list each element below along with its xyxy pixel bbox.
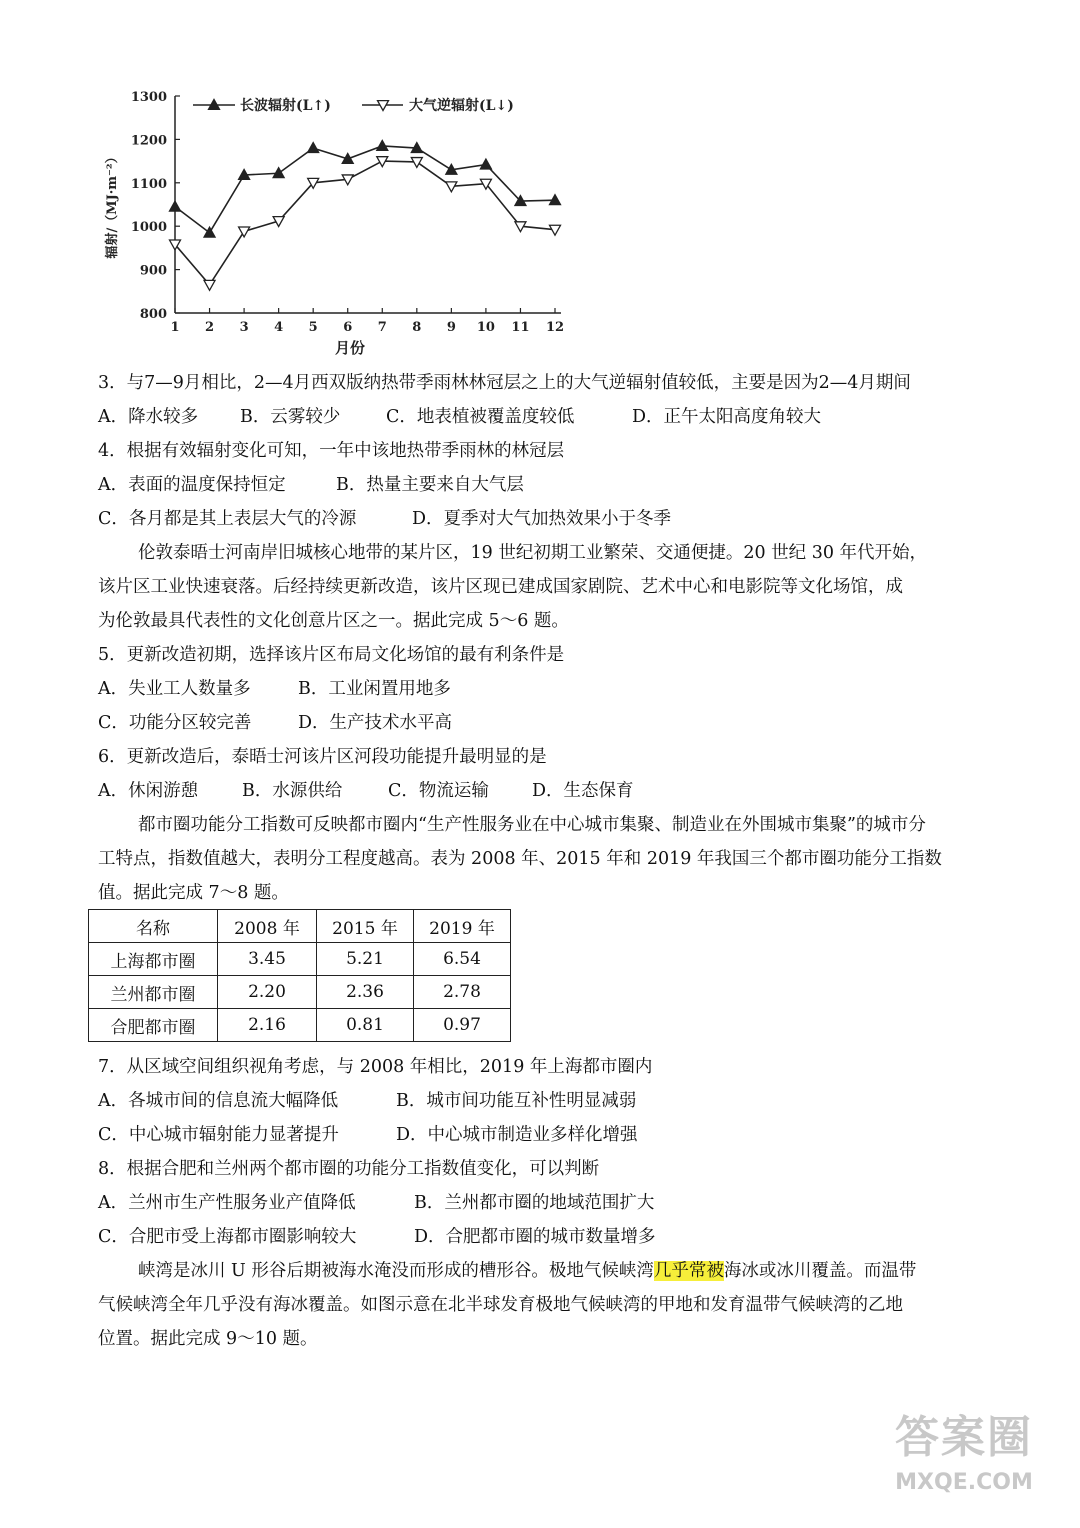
data-point-counter-radiation — [239, 227, 250, 237]
passage-metro-line2: 工特点，指数值越大，表明分工程度越高。表为 2008 年、2015 年和 2019 年我国三个都市圈功能分工指数 — [98, 849, 942, 869]
q3-option-a: A．降水较多 — [98, 407, 199, 427]
data-point-longwave — [204, 227, 215, 237]
y-tick-label: 900 — [139, 263, 167, 279]
q8-option-c: C．合肥市受上海都市圈影响较大 — [98, 1227, 357, 1247]
passage-fjord-line3: 位置。据此完成 9～10 题。 — [98, 1329, 318, 1349]
data-point-longwave — [308, 143, 319, 153]
x-tick-label: 12 — [545, 320, 565, 335]
y-tick-label: 1000 — [130, 220, 167, 236]
y-tick-label: 1300 — [130, 90, 167, 105]
table-header: 2008 年 — [218, 910, 317, 943]
y-axis-title: 辐射/（MJ·m⁻²） — [105, 150, 120, 259]
x-tick-label: 10 — [476, 320, 495, 335]
x-tick-label: 5 — [308, 320, 318, 335]
q8-option-d: D．合肥都市圈的城市数量增多 — [414, 1227, 656, 1247]
table-cell: 0.81 — [317, 1009, 414, 1042]
highlighted-text: 几乎常被 — [653, 1261, 724, 1281]
data-point-counter-radiation — [550, 225, 561, 235]
table-cell: 2.20 — [218, 976, 317, 1009]
watermark-text-bottom: MXQE.COM — [895, 1470, 1033, 1495]
table-cell: 兰州都市圈 — [89, 976, 218, 1009]
question-7-stem: 7．从区域空间组织视角考虑，与 2008 年相比，2019 年上海都市圈内 — [98, 1057, 653, 1077]
question-6-stem: 6．更新改造后，泰晤士河该片区河段功能提升最明显的是 — [98, 747, 547, 767]
table-header: 名称 — [89, 910, 218, 943]
x-tick-label: 7 — [377, 320, 387, 335]
radiation-line-chart — [100, 78, 570, 368]
passage-fjord-line1 — [138, 1259, 916, 1283]
q8-option-a: A．兰州市生产性服务业产值降低 — [98, 1193, 356, 1213]
q3-option-c: C．地表植被覆盖度较低 — [386, 407, 575, 427]
table-header: 2015 年 — [317, 910, 414, 943]
question-4-stem: 4．根据有效辐射变化可知，一年中该地热带季雨林的林冠层 — [98, 441, 565, 461]
series-line — [175, 161, 555, 285]
watermark-text-top: 答案圈 — [895, 1412, 1033, 1463]
legend-label: 长波辐射(L↑) — [240, 98, 331, 114]
q6-option-b: B．水源供给 — [242, 781, 343, 801]
table-cell: 6.54 — [414, 943, 511, 976]
table-cell: 3.45 — [218, 943, 317, 976]
table-row — [89, 1009, 511, 1042]
series-line — [175, 146, 555, 233]
q7-option-a: A．各城市间的信息流大幅降低 — [98, 1091, 339, 1111]
passage-fjord-line2: 气候峡湾全年几乎没有海冰覆盖。如图示意在北半球发育极地气候峡湾的甲地和发育温带气候峡湾的乙地 — [98, 1295, 903, 1315]
x-tick-label: 11 — [511, 320, 530, 335]
x-tick-label: 9 — [446, 320, 456, 335]
question-8-stem: 8．根据合肥和兰州两个都市圈的功能分工指数值变化，可以判断 — [98, 1159, 600, 1179]
x-tick-label: 4 — [274, 320, 284, 335]
legend-label: 大气逆辐射(L↓) — [409, 98, 514, 114]
q3-option-d: D．正午太阳高度角较大 — [632, 407, 822, 427]
table-header-row — [89, 910, 511, 943]
table-header: 2019 年 — [414, 910, 511, 943]
watermark-logo — [884, 1408, 1044, 1518]
q4-option-b: B．热量主要来自大气层 — [336, 475, 524, 495]
q7-option-b: B．城市间功能互补性明显减弱 — [396, 1091, 637, 1111]
table-cell: 2.16 — [218, 1009, 317, 1042]
table-cell: 2.78 — [414, 976, 511, 1009]
table-cell: 5.21 — [317, 943, 414, 976]
question-3-stem: 3．与7—9月相比，2—4月西双版纳热带季雨林林冠层之上的大气逆辐射值较低，主要是因为2—4月期间 — [98, 373, 911, 393]
passage-metro-line1: 都市圈功能分工指数可反映都市圈内“生产性服务业在中心城市集聚、制造业在外围城市集聚”的城市分 — [138, 815, 926, 835]
question-5-stem: 5．更新改造初期，选择该片区布局文化场馆的最有利条件是 — [98, 645, 565, 665]
q8-option-b: B．兰州都市圈的地域范围扩大 — [414, 1193, 655, 1213]
x-axis-title: 月份 — [334, 339, 366, 357]
q4-option-d: D．夏季对大气加热效果小于冬季 — [412, 509, 672, 529]
x-tick-label: 1 — [170, 320, 180, 335]
x-tick-label: 2 — [205, 320, 215, 335]
y-tick-label: 1200 — [130, 133, 167, 149]
x-tick-label: 3 — [239, 320, 249, 335]
q3-option-b: B．云雾较少 — [240, 407, 341, 427]
q5-option-b: B．工业闲置用地多 — [298, 679, 451, 699]
x-tick-label: 8 — [412, 320, 422, 335]
metro-index-table — [88, 909, 511, 1042]
q6-option-d: D．生态保育 — [532, 781, 634, 801]
q5-option-d: D．生产技术水平高 — [298, 713, 453, 733]
q5-option-a: A．失业工人数量多 — [98, 679, 251, 699]
q7-option-d: D．中心城市制造业多样化增强 — [396, 1125, 638, 1145]
data-point-longwave — [170, 201, 181, 211]
q6-option-a: A．休闲游憩 — [98, 781, 199, 801]
table-cell: 2.36 — [317, 976, 414, 1009]
table-row — [89, 943, 511, 976]
q5-option-c: C．功能分区较完善 — [98, 713, 252, 733]
passage-metro-line3: 值。据此完成 7～8 题。 — [98, 883, 289, 903]
passage-london-line1: 伦敦泰晤士河南岸旧城核心地带的某片区，19 世纪初期工业繁荣、交通便捷。20 世纪 30 年代开始， — [138, 543, 928, 563]
q4-option-a: A．表面的温度保持恒定 — [98, 475, 286, 495]
table-cell: 上海都市圈 — [89, 943, 218, 976]
passage-fjord-text: 海冰或冰川覆盖。而温带 — [723, 1261, 917, 1281]
data-point-counter-radiation — [204, 280, 215, 290]
table-row — [89, 976, 511, 1009]
data-point-counter-radiation — [446, 182, 457, 192]
q6-option-c: C．物流运输 — [388, 781, 489, 801]
passage-london-line2: 该片区工业快速衰落。后经持续更新改造，该片区现已建成国家剧院、艺术中心和电影院等文化场馆，成 — [98, 577, 903, 597]
x-tick-label: 6 — [343, 320, 353, 335]
y-tick-label: 800 — [139, 307, 167, 322]
passage-london-line3: 为伦敦最具代表性的文化创意片区之一。据此完成 5～6 题。 — [98, 611, 569, 631]
data-point-longwave — [480, 159, 491, 169]
table-cell: 0.97 — [414, 1009, 511, 1042]
passage-fjord-text: 峡湾是冰川 U 形谷后期被海水淹没而形成的槽形谷。极地气候峡湾 — [138, 1261, 654, 1281]
q7-option-c: C．中心城市辐射能力显著提升 — [98, 1125, 339, 1145]
table-cell: 合肥都市圈 — [89, 1009, 218, 1042]
q4-option-c: C．各月都是其上表层大气的冷源 — [98, 509, 357, 529]
y-tick-label: 1100 — [130, 176, 167, 192]
